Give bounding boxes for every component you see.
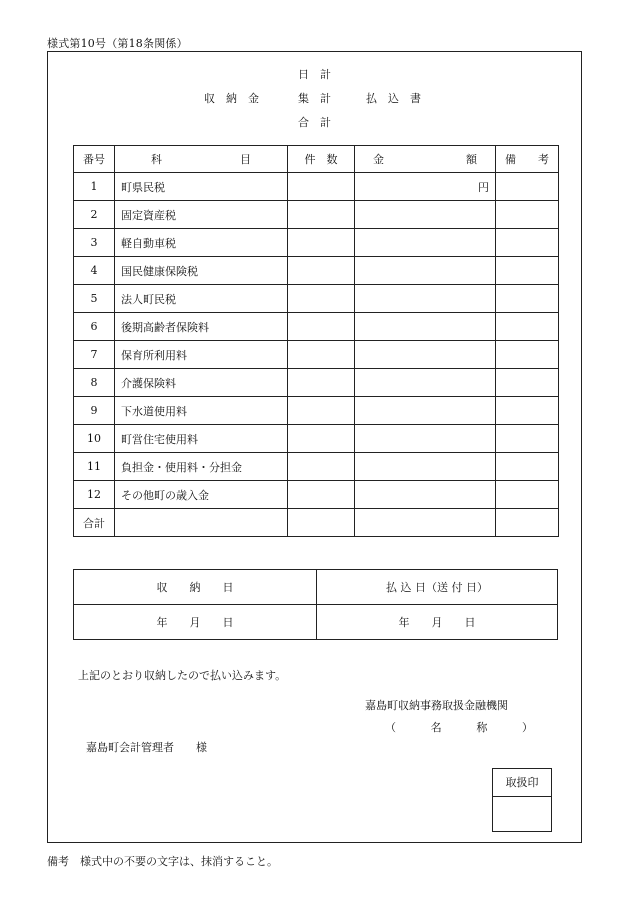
table-row: [74, 173, 559, 201]
header-amount: [355, 146, 496, 173]
table-row: [74, 453, 559, 481]
row-number: 5: [74, 285, 115, 313]
receipt-date-table: [73, 569, 558, 640]
handling-stamp-box: [492, 768, 552, 832]
remark-note: 備考 様式中の不要の文字は、抹消すること。: [47, 855, 278, 868]
row-amount-cell[interactable]: [355, 313, 496, 341]
table-row: [74, 257, 559, 285]
row-note-cell[interactable]: [496, 369, 559, 397]
paren-title: 称: [476, 721, 488, 734]
row-amount-cell[interactable]: [355, 369, 496, 397]
header-count: 件 数: [288, 146, 355, 173]
row-number: 11: [74, 453, 115, 481]
paid-date-label: 払 込 日（送 付 日）: [317, 570, 558, 605]
row-amount-cell[interactable]: [355, 201, 496, 229]
header-number: 番号: [74, 146, 115, 173]
total-note-cell[interactable]: [496, 509, 559, 537]
row-amount-cell[interactable]: [355, 229, 496, 257]
row-note-cell[interactable]: [496, 397, 559, 425]
title-right: 払 込 書: [366, 92, 421, 105]
row-amount-cell[interactable]: [355, 481, 496, 509]
row-note-cell[interactable]: [496, 201, 559, 229]
row-note-cell[interactable]: [496, 229, 559, 257]
row-item: 保育所利用料: [115, 341, 288, 369]
row-note-cell[interactable]: [496, 285, 559, 313]
stamp-label: 取扱印: [493, 769, 551, 797]
paren-name: 名: [430, 721, 442, 734]
row-number: 9: [74, 397, 115, 425]
total-count-cell[interactable]: [288, 509, 355, 537]
total-amount-cell[interactable]: [355, 509, 496, 537]
row-amount-cell[interactable]: [355, 397, 496, 425]
row-item: 法人町民税: [115, 285, 288, 313]
row-count-cell[interactable]: [288, 285, 355, 313]
table-row: [74, 369, 559, 397]
row-item: 後期高齢者保険料: [115, 313, 288, 341]
header-item-b: 目: [240, 153, 251, 166]
header-item-a: 科: [151, 153, 162, 166]
table-row: [74, 201, 559, 229]
total-item-cell: [115, 509, 288, 537]
row-note-cell[interactable]: [496, 481, 559, 509]
row-count-cell[interactable]: [288, 257, 355, 285]
row-number: 6: [74, 313, 115, 341]
header-amount-b: 額: [466, 153, 477, 166]
table-row: [74, 285, 559, 313]
row-note-cell[interactable]: [496, 173, 559, 201]
form-title: [200, 66, 440, 132]
row-number: 10: [74, 425, 115, 453]
row-number: 8: [74, 369, 115, 397]
paid-date-field[interactable]: 年 月 日: [317, 605, 558, 640]
row-item: 負担金・使用料・分担金: [115, 453, 288, 481]
row-note-cell[interactable]: [496, 313, 559, 341]
header-item: [115, 146, 288, 173]
table-row: [74, 425, 559, 453]
table-header-row: [74, 146, 559, 173]
table-row: [74, 481, 559, 509]
row-amount-cell[interactable]: [355, 453, 496, 481]
row-amount-cell[interactable]: [355, 173, 496, 201]
title-summary: 集 計: [298, 92, 331, 105]
row-count-cell[interactable]: [288, 173, 355, 201]
row-note-cell[interactable]: [496, 257, 559, 285]
row-number: 4: [74, 257, 115, 285]
institution-label: 嘉島町収納事務取扱金融機関: [365, 699, 508, 712]
table-row: [74, 313, 559, 341]
row-number: 2: [74, 201, 115, 229]
row-note-cell[interactable]: [496, 425, 559, 453]
addressee: 嘉島町会計管理者 様: [86, 741, 207, 754]
payment-statement: 上記のとおり収納したので払い込みます。: [78, 669, 287, 682]
row-item: 町営住宅使用料: [115, 425, 288, 453]
row-amount-cell[interactable]: [355, 341, 496, 369]
row-count-cell[interactable]: [288, 397, 355, 425]
row-count-cell[interactable]: [288, 341, 355, 369]
total-label: 合計: [74, 509, 115, 537]
row-count-cell[interactable]: [288, 369, 355, 397]
row-item: その他町の歳入金: [115, 481, 288, 509]
table-row: [74, 341, 559, 369]
row-count-cell[interactable]: [288, 425, 355, 453]
header-note: 備 考: [496, 146, 559, 173]
collection-table: [73, 145, 559, 537]
row-item: 町県民税: [115, 173, 288, 201]
row-number: 12: [74, 481, 115, 509]
row-number: 7: [74, 341, 115, 369]
table-row: [74, 397, 559, 425]
row-number: 1: [74, 173, 115, 201]
yen-unit: 円: [478, 180, 489, 194]
row-amount-cell[interactable]: [355, 425, 496, 453]
paren-close: ）: [521, 721, 533, 734]
title-daily: 日 計: [298, 68, 331, 81]
row-count-cell[interactable]: [288, 201, 355, 229]
row-count-cell[interactable]: [288, 229, 355, 257]
row-item: 下水道使用料: [115, 397, 288, 425]
row-count-cell[interactable]: [288, 313, 355, 341]
row-item: 国民健康保険税: [115, 257, 288, 285]
received-date-label: 収 納 日: [74, 570, 317, 605]
row-count-cell[interactable]: [288, 453, 355, 481]
received-date-field[interactable]: 年 月 日: [74, 605, 317, 640]
title-left: 収 納 金: [204, 92, 259, 105]
row-item: 介護保険料: [115, 369, 288, 397]
table-total-row: [74, 509, 559, 537]
row-note-cell[interactable]: [496, 341, 559, 369]
row-item: 固定資産税: [115, 201, 288, 229]
row-count-cell[interactable]: [288, 481, 355, 509]
title-total: 合 計: [298, 116, 331, 129]
table-row: [74, 229, 559, 257]
row-item: 軽自動車税: [115, 229, 288, 257]
form-number-label: 様式第10号（第18条関係）: [47, 37, 188, 50]
institution-name-field[interactable]: [385, 719, 533, 735]
header-amount-a: 金: [373, 153, 384, 166]
row-amount-cell[interactable]: [355, 257, 496, 285]
row-note-cell[interactable]: [496, 453, 559, 481]
stamp-area[interactable]: [493, 797, 551, 831]
paren-open: （: [385, 721, 396, 734]
row-number: 3: [74, 229, 115, 257]
row-amount-cell[interactable]: [355, 285, 496, 313]
